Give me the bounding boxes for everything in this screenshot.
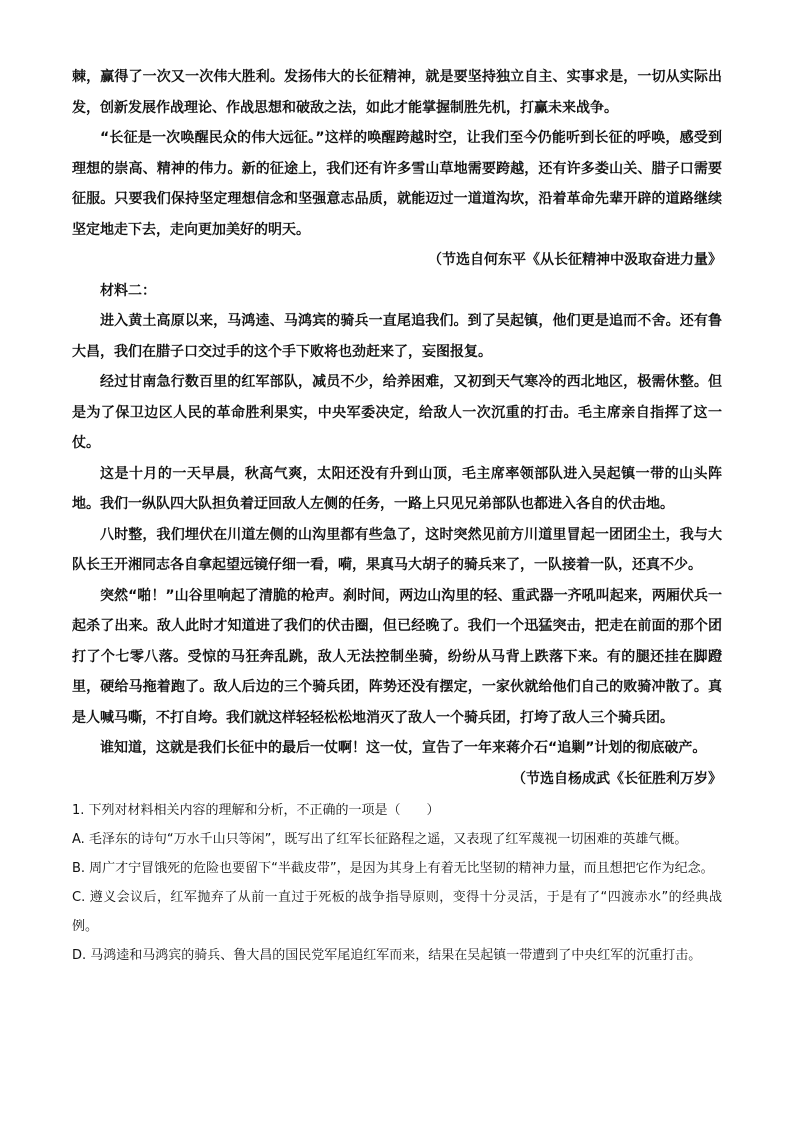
- material1-paragraph-quote: “长征是一次唤醒民众的伟大远征。”这样的唤醒跨越时空，让我们至今仍能听到长征的呼唤，感受到理想的崇高、精神的伟力。新的征途上，我们还有许多雪山草地需要跨越，还有许多娄山关、腊子口需要征服。只要我们保持坚定理想信念和坚强意志品质，就能迈过一道道沟坎，沿着革命先辈开辟的道路继续坚定地走下去，走向更加美好的明天。: [72, 130, 722, 238]
- material2-paragraph: 突然“啪！”山谷里响起了清脆的枪声。刹时间，两边山沟里的轻、重武器一齐吼叫起来，两厢伏兵一起杀了出来。敌人此时才知道进了我们的伏击圈，但已经晚了。我们一个迅猛突击，把走在前面的那个团打了个七零八落。受惊的马狂奔乱跳，敌人无法控制坐骑，纷纷从马背上跌落下来。有的腿还挂在脚蹬里，硬给马拖着跑了。敌人后边的三个骑兵团，阵势还没有摆定，一家伙就给他们自己的败骑冲散了。真是人喊马嘶，不打自垮。我们就这样轻轻松松地消灭了敌人一个骑兵团，打垮了敌人三个骑兵团。: [72, 587, 722, 726]
- material2-paragraph: 这是十月的一天早晨，秋高气爽，太阳还没有升到山顶，毛主席率领部队进入吴起镇一带的山头阵地。我们一纵队四大队担负着迂回敌人左侧的任务，一路上只见兄弟部队也都进入各自的伏击地。: [72, 465, 722, 512]
- material2-paragraph: 经过甘南急行数百里的红军部队，减员不少，给养困难，又初到天气寒冷的西北地区，极需休整。但是为了保卫边区人民的革命胜利果实，中央军委决定，给敌人一次沉重的打击。毛主席亲自指挥了这一仗。: [72, 374, 722, 451]
- material2-source: （节选自杨成武《长征胜利万岁》: [512, 770, 722, 787]
- material1-paragraph-continued: 棘，赢得了一次又一次伟大胜利。发扬伟大的长征精神，就是要坚持独立自主、实事求是，一切从实际出发，创新发展作战理论、作战思想和破敌之法，如此才能掌握制胜先机，打赢未来战争。: [72, 69, 722, 116]
- question-stem: 1. 下列对材料相关内容的理解和分析，不正确的一项是（ ）: [72, 803, 440, 818]
- question-option-b: B. 周广才宁冒饿死的危险也要留下“半截皮带”，是因为其身上有着无比坚韧的精神力量，而且想把它作为纪念。: [72, 861, 714, 876]
- material1-source: （节选自何东平《从长征精神中汲取奋进力量》: [428, 252, 722, 268]
- question-option-a: A. 毛泽东的诗句“万水千山只等闲”，既写出了红军长征路程之遥，又表现了红军蔑视一切困难的英雄气概。: [72, 832, 688, 847]
- question-option-d: D. 马鸿逵和马鸿宾的骑兵、鲁大昌的国民党军尾追红军而来，结果在吴起镇一带遭到了中央红军的沉重打击。: [72, 948, 702, 963]
- material2-paragraph: 进入黄土高原以来，马鸿逵、马鸿宾的骑兵一直尾追我们。到了吴起镇，他们更是追而不舍。还有鲁大昌，我们在腊子口交过手的这个手下败将也劲赶来了，妄图报复。: [72, 313, 722, 360]
- document-page: [72, 62, 722, 970]
- material2-heading: 材料二：: [100, 282, 156, 299]
- question-option-c: C. 遵义会议后，红军抛弃了从前一直过于死板的战争指导原则，变得十分灵活，于是有了“四渡赤水”的经典战例。: [72, 890, 722, 934]
- material2-paragraph: 八时整，我们埋伏在川道左侧的山沟里都有些急了，这时突然见前方川道里冒起一团团尘土，我与大队长王开湘同志各自拿起望远镜仔细一看，嗬，果真马大胡子的骑兵来了，一队接着一队，还真不少。: [72, 526, 722, 573]
- material2-paragraph: 谁知道，这就是我们长征中的最后一仗啊！这一仗，宣告了一年来蒋介石“追剿”计划的彻底破产。: [100, 740, 707, 756]
